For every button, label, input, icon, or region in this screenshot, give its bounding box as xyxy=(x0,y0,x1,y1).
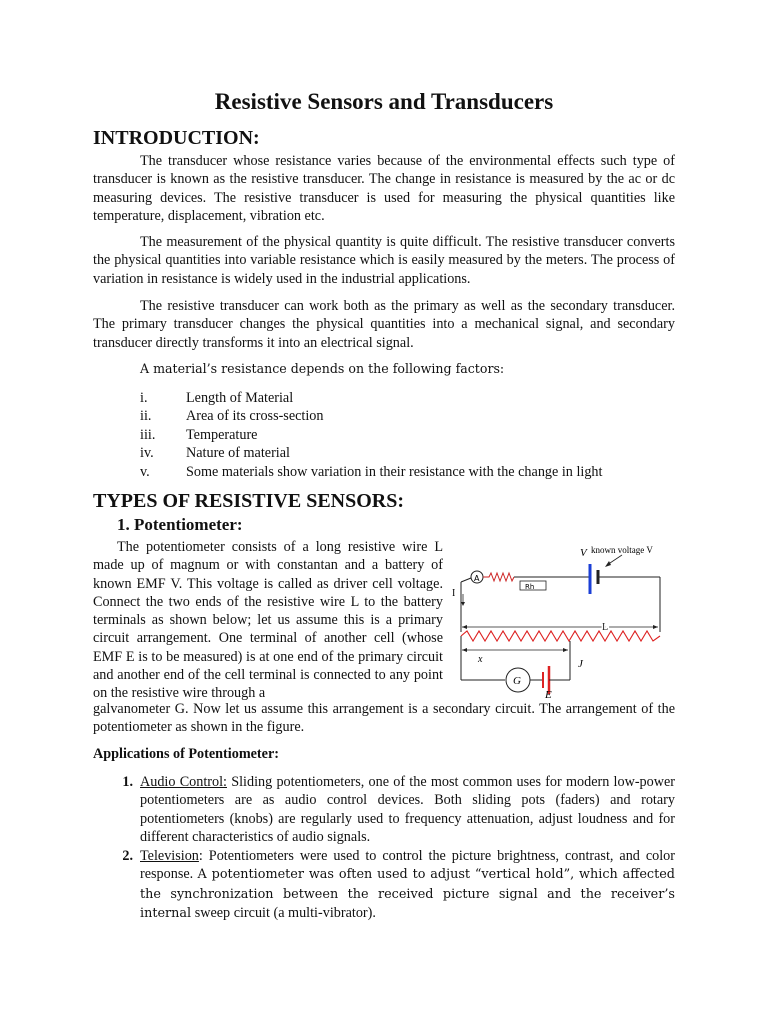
rheostat-label: Rh xyxy=(525,583,535,591)
cell-emf-label: E xyxy=(545,689,552,701)
types-heading: TYPES OF RESISTIVE SENSORS: xyxy=(93,490,405,512)
potentiometer-heading: 1. Potentiometer: xyxy=(117,515,243,534)
potentiometer-circuit-diagram xyxy=(440,532,680,702)
list-item xyxy=(140,426,602,444)
list-item-number: 2. xyxy=(122,848,133,865)
list-item-text xyxy=(140,773,675,846)
list-item xyxy=(140,407,602,425)
intro-paragraph-1: The transducer whose resistance varies because of the environmental effects such type of transducer is known as the resistive transducer. The change in resistance is measured by the ac or dc measuring devices. The resistive transducer is used for measuring the physical quantities like temperature, displacement, vibration etc. xyxy=(93,153,675,224)
voltage-symbol: V xyxy=(580,547,587,559)
list-item-text xyxy=(140,847,675,923)
potentiometer-description: The potentiometer consists of a long resistive wire L made up of magnum or with constantan and a battery of known EMF V. This voltage is called as driver cell voltage. Connect the two ends of the resistive wire L to the battery terminals as shown below; let us assume this is a primary circuit arrangement. One terminal of another cell (whose EMF E is to be measured) is at one end of the primary circuit and another end of the cell terminal is connected to any point on the resistive wire through a xyxy=(93,539,443,702)
rheostat-zigzag xyxy=(483,573,514,581)
list-item xyxy=(140,389,602,407)
application-text: sweep circuit (a multi-vibrator). xyxy=(191,905,376,922)
current-label: I xyxy=(452,588,456,599)
application-label: Audio Control: xyxy=(140,774,227,790)
ammeter-label: A xyxy=(474,574,480,583)
list-item-number: 1. xyxy=(122,774,133,790)
list-item-text: Some materials show variation in their resistance with the change in light xyxy=(186,463,603,480)
potentiometer-description-continued: galvanometer G. Now let us assume this arrangement is a secondary circuit. The arrangement of the potentiometer as shown in the figure. xyxy=(93,701,675,736)
application-label: Television xyxy=(140,848,199,865)
intro-paragraph-3: The resistive transducer can work both as the primary as well as the secondary transducer. The primary transducer changes the physical quantities into a mechanical signal, and secondary transducer directly transforms it into an electrical signal. xyxy=(93,298,675,351)
application-text: A potentiometer was often used to adjust “vertical hold”, which affected the synchronization between the received picture signal and the receiver’s internal xyxy=(140,867,675,922)
list-item-number: iii. xyxy=(140,426,156,443)
applications-heading: Applications of Potentiometer: xyxy=(93,746,279,762)
list-item-text: Temperature xyxy=(186,426,258,443)
list-item-number: ii. xyxy=(140,408,152,425)
factors-list xyxy=(140,389,602,481)
list-item xyxy=(140,444,602,462)
intro-paragraph-2: The measurement of the physical quantity is quite difficult. The resistive transducer converts the physical quantities into variable resistance which is easily measured by the meters. The process of variation in resistance is widely used in the industrial applications. xyxy=(93,234,675,287)
galvanometer-label: G xyxy=(513,675,521,687)
jockey-label: J xyxy=(578,658,583,670)
list-item xyxy=(140,463,602,481)
distance-label: x xyxy=(478,654,483,665)
list-item-number: i. xyxy=(140,390,148,406)
resistive-wire xyxy=(461,631,660,641)
list-item xyxy=(93,847,675,923)
list-item-number: v. xyxy=(140,463,150,480)
applications-list xyxy=(93,773,675,924)
list-item-text: Area of its cross-section xyxy=(186,408,324,425)
list-item xyxy=(93,773,675,846)
list-item-text: Length of Material xyxy=(186,390,294,406)
application-text: Sliding potentiometers, one of the most common uses for modern low-power potentiometers are as audio control devices. Both sliding pots (faders) and rotary potentiometers (knobs) are regularly used to frequency attenuation, adjust loudness and for different characteristics of audio signals. xyxy=(140,774,676,845)
factors-intro: A material’s resistance depends on the following factors: xyxy=(140,361,505,376)
length-label: L xyxy=(602,622,609,633)
page-title: Resistive Sensors and Transducers xyxy=(214,89,554,114)
application-text: : Potentiometers were used to control the picture brightness, contrast, and color response. xyxy=(140,848,675,883)
list-item-text: Nature of material xyxy=(186,445,290,462)
known-voltage-label: known voltage V xyxy=(591,545,653,555)
list-item-number: iv. xyxy=(140,445,154,462)
intro-heading: INTRODUCTION: xyxy=(93,127,260,149)
